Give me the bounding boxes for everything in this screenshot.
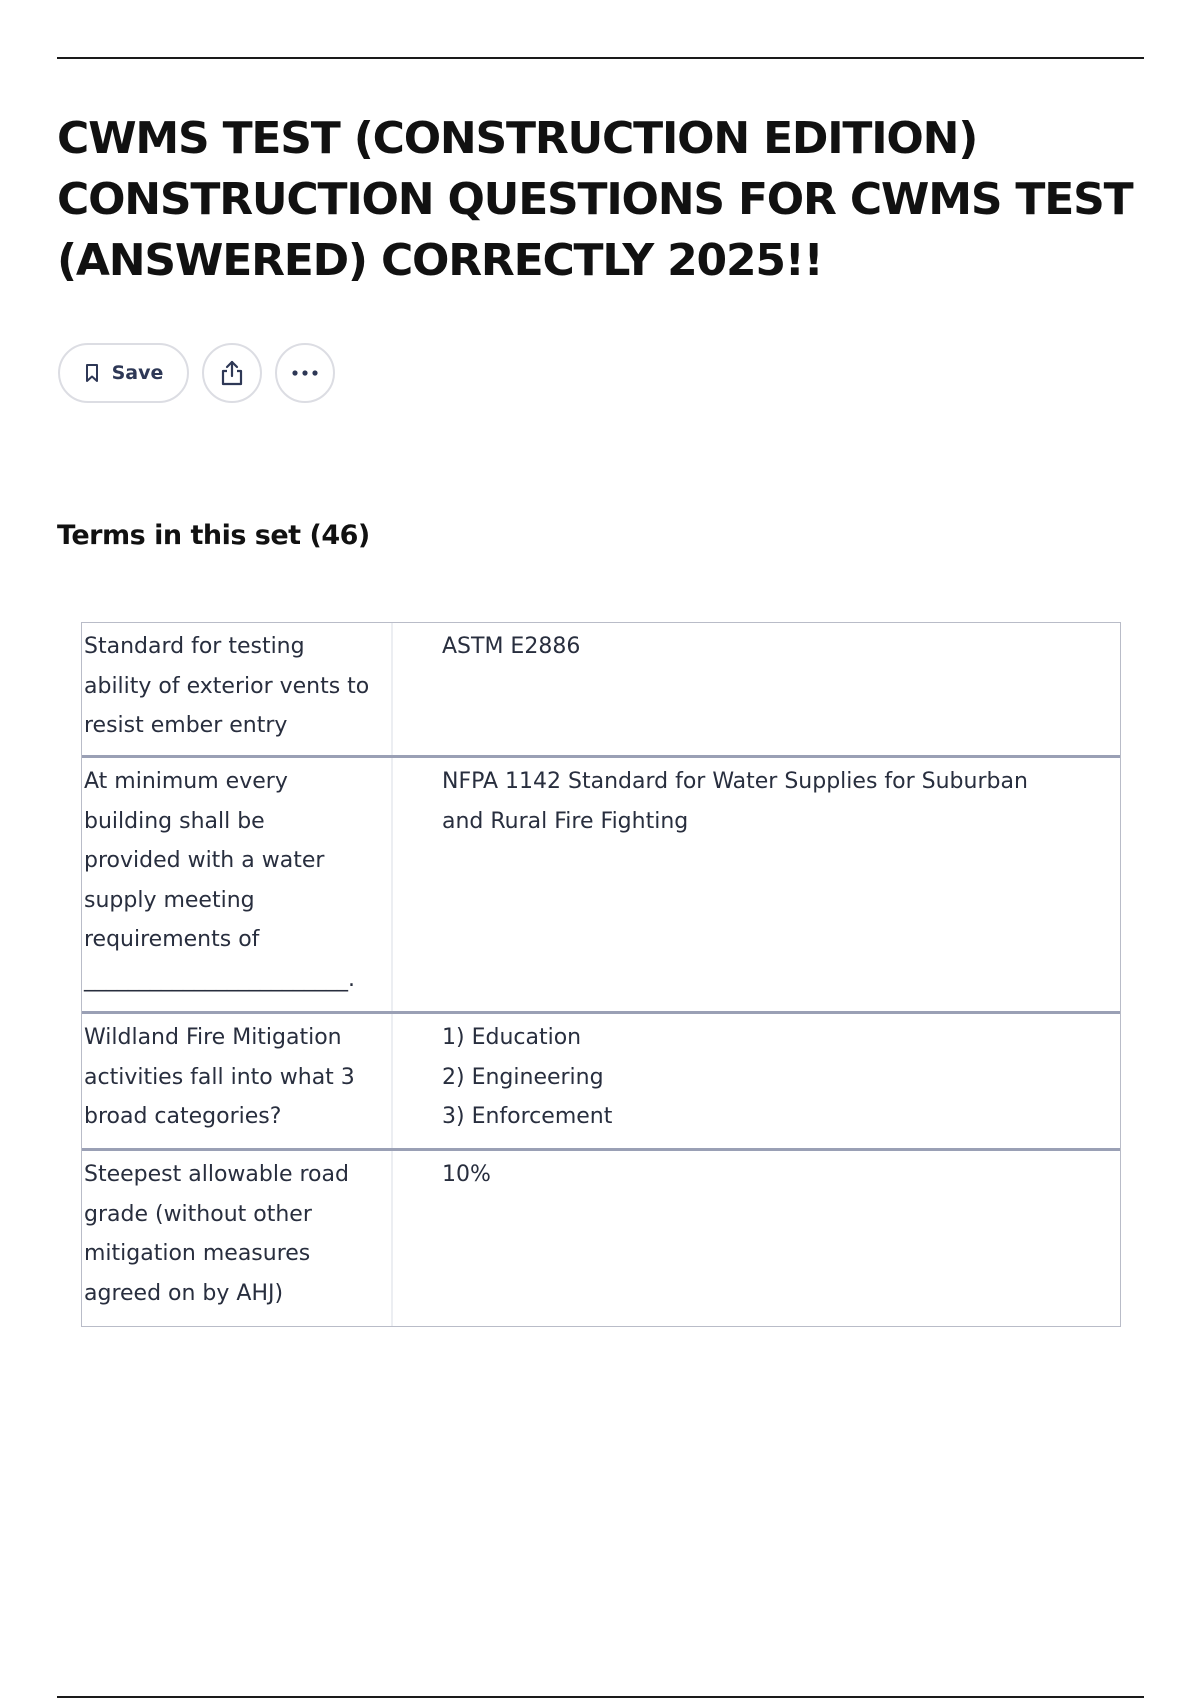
term-text: Wildland Fire Mitigation activities fall into what 3 broad categories? xyxy=(82,1014,393,1148)
save-button[interactable] xyxy=(58,343,189,403)
term-row xyxy=(82,623,1120,758)
action-bar xyxy=(58,343,335,403)
term-row xyxy=(82,1151,1120,1326)
bottom-rule xyxy=(57,1696,1144,1698)
more-options-button[interactable] xyxy=(275,343,335,403)
term-text: Steepest allowable road grade (without other mitigation measures agreed on by AHJ) xyxy=(82,1151,393,1326)
top-rule xyxy=(57,57,1144,59)
terms-heading: Terms in this set (46) xyxy=(57,520,370,551)
share-button[interactable] xyxy=(202,343,262,403)
save-button-label: Save xyxy=(111,362,164,384)
page-title: CWMS TEST (CONSTRUCTION EDITION) CONSTRUCTION QUESTIONS FOR CWMS TEST (ANSWERED) CORRECTLY 2025!! xyxy=(57,113,1133,286)
terms-table xyxy=(81,622,1121,1327)
term-row xyxy=(82,758,1120,1014)
term-row xyxy=(82,1014,1120,1151)
definition-text: ASTM E2886 xyxy=(442,634,581,659)
definition-text: 1) Education 2) Engineering 3) Enforcement xyxy=(442,1025,613,1129)
definition-text: NFPA 1142 Standard for Water Supplies for Suburban and Rural Fire Fighting xyxy=(442,769,1028,834)
definition-text: 10% xyxy=(442,1162,491,1187)
term-text: Standard for testing ability of exterior vents to resist ember entry xyxy=(82,623,393,755)
bookmark-icon xyxy=(84,363,100,383)
more-icon xyxy=(291,369,319,377)
term-text: At minimum every building shall be provided with a water supply meeting requirements of ________________________. xyxy=(82,758,393,1011)
share-icon xyxy=(219,359,245,387)
